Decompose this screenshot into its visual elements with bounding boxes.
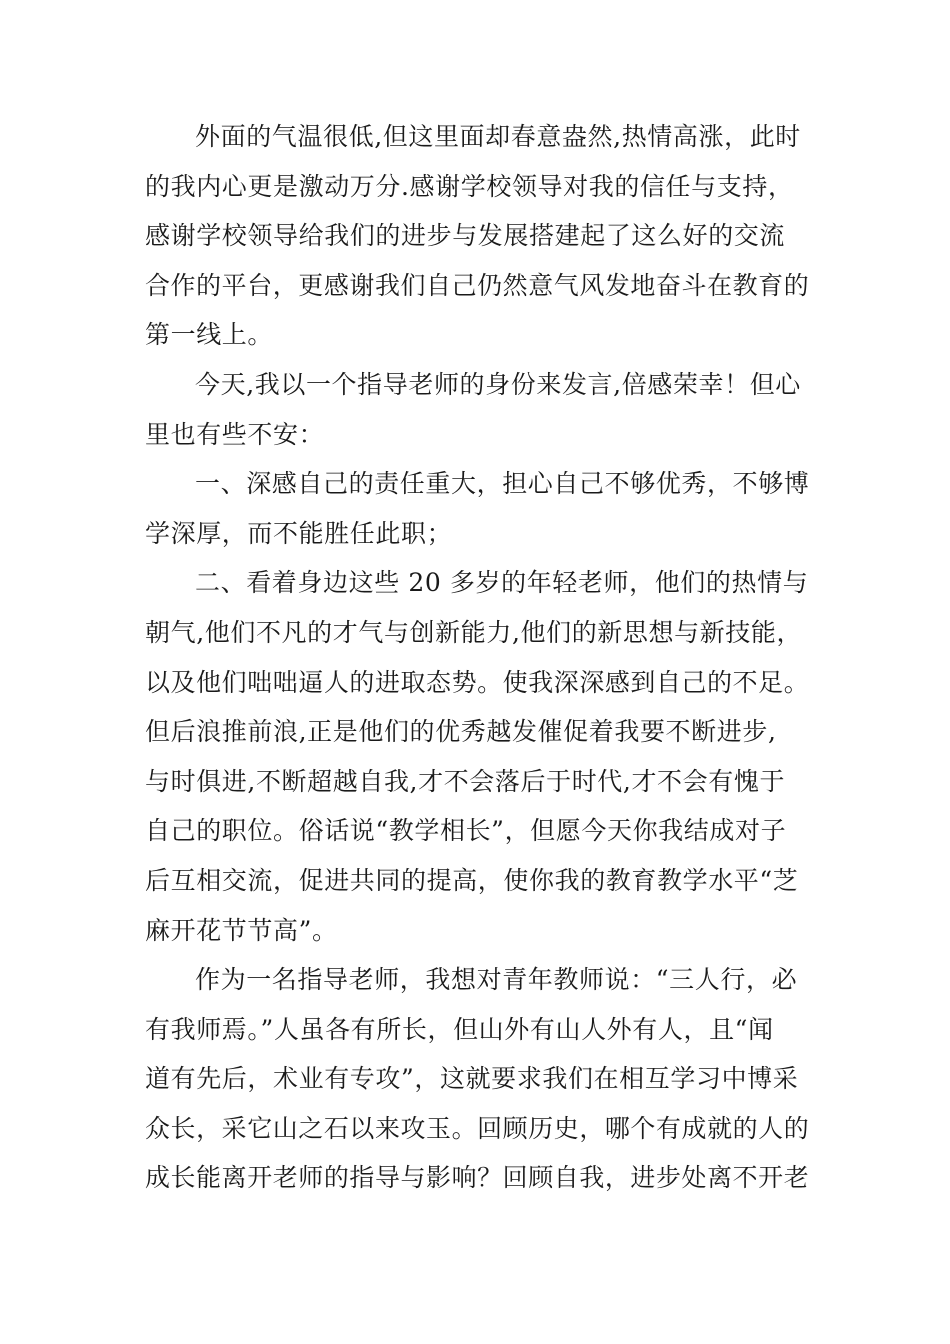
text-line: 一、深感自己的责任重大，担心自己不够优秀，不够博	[195, 469, 810, 499]
text-line: 第一线上。	[145, 320, 274, 350]
text-line: 里也有些不安：	[145, 419, 325, 449]
text-line: 二、看着身边这些 20 多岁的年轻老师，他们的热情与	[195, 568, 809, 598]
text-line: 的我内心更是激动万分.感谢学校领导对我的信任与支持，	[145, 171, 794, 201]
text-line: 成长能离开老师的指导与影响？回顾自我，进步处离不开老	[145, 1163, 810, 1193]
body-text	[145, 112, 810, 1203]
text-line: 众长，采它山之石以来攻玉。回顾历史，哪个有成就的人的	[145, 1113, 810, 1143]
text-line: 但后浪推前浪,正是他们的优秀越发催促着我要不断进步,	[145, 717, 777, 747]
text-line: 道有先后，术业有专攻”，这就要求我们在相互学习中博采	[145, 1064, 799, 1094]
text-line: 今天,我以一个指导老师的身份来发言,倍感荣幸！但心	[195, 369, 801, 399]
text-line: 后互相交流，促进共同的提高，使你我的教育教学水平“芝	[145, 865, 799, 895]
text-line: 自己的职位。俗话说“教学相长”，但愿今天你我结成对子	[145, 816, 787, 846]
text-line: 学深厚，而不能胜任此职；	[145, 518, 453, 548]
text-line: 感谢学校领导给我们的进步与发展搭建起了这么好的交流	[145, 221, 786, 251]
text-line: 外面的气温很低,但这里面却春意盎然,热情高涨，此时	[195, 122, 801, 151]
text-line: 有我师焉。”人虽各有所长，但山外有山人外有人，且“闻	[145, 1014, 774, 1044]
text-line: 麻开花节节高”。	[145, 915, 338, 945]
text-line: 与时俱进,不断超越自我,才不会落后于时代,才不会有愧于	[145, 766, 786, 796]
text-line: 以及他们咄咄逼人的进取态势。使我深深感到自己的不足。	[145, 667, 810, 697]
text-line: 作为一名指导老师，我想对青年教师说：“三人行，必	[195, 965, 798, 995]
text-line: 朝气,他们不凡的才气与创新能力,他们的新思想与新技能，	[145, 617, 803, 647]
text-line: 合作的平台，更感谢我们自己仍然意气风发地奋斗在教育的	[145, 270, 810, 300]
